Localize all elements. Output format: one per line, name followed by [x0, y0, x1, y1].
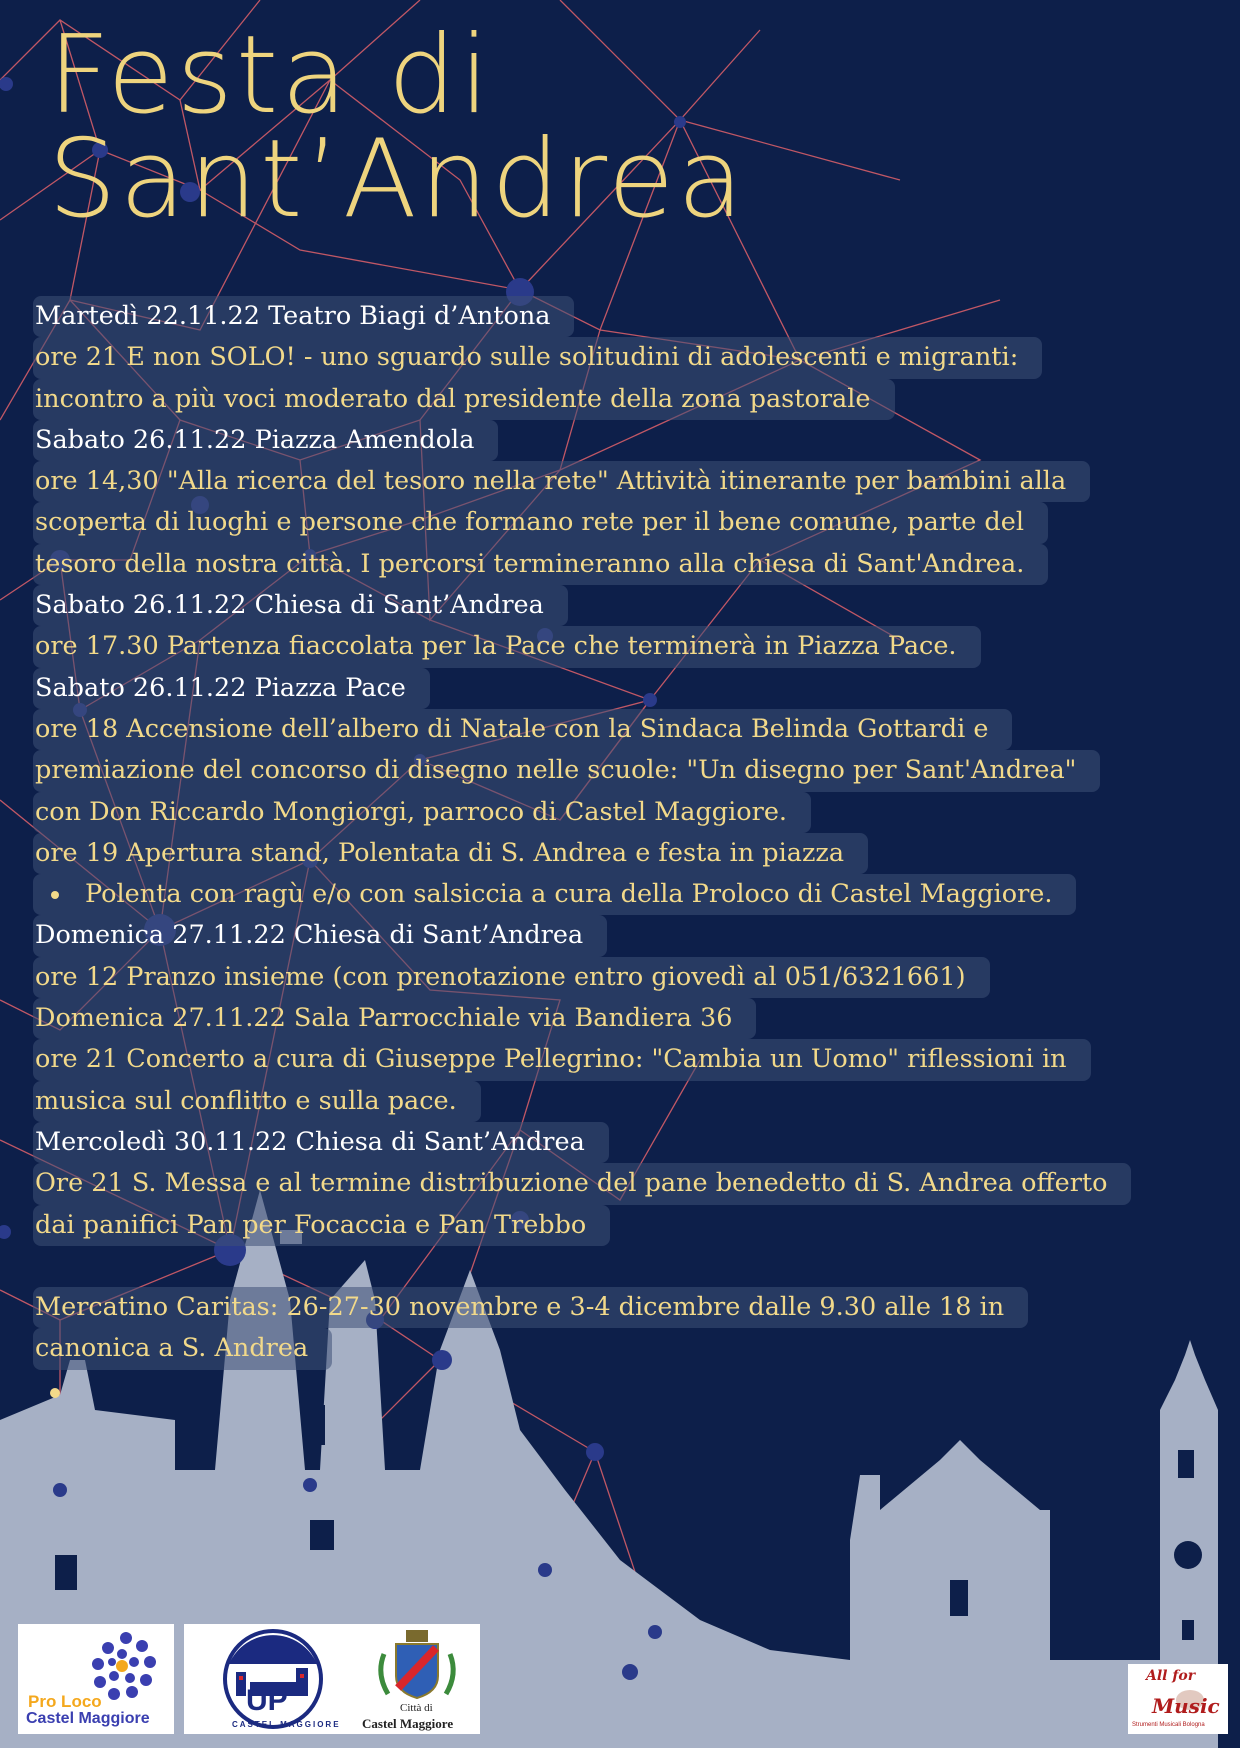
title-line-1: Festa di	[48, 13, 493, 138]
event-detail-line: canonica a S. Andrea	[33, 1328, 332, 1369]
event-detail-line: musica sul conflitto e sulla pace.	[33, 1081, 481, 1122]
event-date-heading: Domenica 27.11.22 Chiesa di Sant’Andrea	[33, 915, 607, 956]
event-detail-line: premiazione del concorso di disegno nelle scuole: "Un disegno per Sant'Andrea"	[33, 750, 1100, 791]
event-detail-line: ore 21 E non SOLO! - uno sguardo sulle solitudini di adolescenti e migranti:	[33, 337, 1042, 378]
title-line-2: Sant’Andrea	[48, 117, 747, 242]
event-detail-line: con Don Riccardo Mongiorgi, parroco di Castel Maggiore.	[33, 792, 811, 833]
event-detail-line: ore 21 Concerto a cura di Giuseppe Pellegrino: "Cambia un Uomo" riflessioni in	[33, 1039, 1091, 1080]
event-detail-line: Mercatino Caritas: 26-27-30 novembre e 3-4 dicembre dalle 9.30 alle 18 in	[33, 1287, 1028, 1328]
up-logo	[184, 1624, 362, 1734]
up-ring-text: CASTEL MAGGIORE	[232, 1720, 341, 1729]
event-detail-line: ore 14,30 "Alla ricerca del tesoro nella rete" Attività itinerante per bambini alla	[33, 461, 1090, 502]
event-date-heading: Sabato 26.11.22 Chiesa di Sant’Andrea	[33, 585, 568, 626]
event-detail-line: ore 17.30 Partenza fiaccolata per la Pace che terminerà in Piazza Pace.	[33, 626, 981, 667]
all-for-music-logo	[1128, 1664, 1228, 1734]
event-detail-line: dai panifici Pan per Focaccia e Pan Trebbo	[33, 1205, 610, 1246]
citta-line-2: Castel Maggiore	[362, 1716, 454, 1731]
music-line-3: Strumenti Musicali Bologna	[1132, 1722, 1205, 1728]
event-date-heading: Mercoledì 30.11.22 Chiesa di Sant’Andrea	[33, 1122, 609, 1163]
proloco-line-2: Castel Maggiore	[26, 1710, 150, 1727]
spacer	[35, 1246, 1235, 1287]
event-detail-line: tesoro della nostra città. I percorsi termineranno alla chiesa di Sant'Andrea.	[33, 544, 1048, 585]
event-detail-line: ore 19 Apertura stand, Polentata di S. Andrea e festa in piazza	[33, 833, 868, 874]
event-detail-line: Ore 21 S. Messa e al termine distribuzione del pane benedetto di S. Andrea offerto	[33, 1163, 1131, 1204]
event-detail-line: ore 18 Accensione dell’albero di Natale con la Sindaca Belinda Gottardi e	[33, 709, 1012, 750]
up-mark: UP	[246, 1684, 288, 1717]
citta-line-1: Città di	[400, 1702, 433, 1714]
bullet-item: Polenta con ragù e/o con salsiccia a cura della Proloco di Castel Maggiore.	[33, 874, 1076, 915]
event-detail-line: Domenica 27.11.22 Sala Parrocchiale via Bandiera 36	[33, 998, 756, 1039]
event-date-heading: Sabato 26.11.22 Piazza Amendola	[33, 420, 498, 461]
event-date-heading: Sabato 26.11.22 Piazza Pace	[33, 668, 430, 709]
music-line-2: Music	[1152, 1694, 1220, 1718]
event-date-heading: Martedì 22.11.22 Teatro Biagi d’Antona	[33, 296, 574, 337]
event-detail-line: scoperta di luoghi e persone che formano rete per il bene comune, parte del	[33, 502, 1048, 543]
event-detail-line: ore 12 Pranzo insieme (con prenotazione entro giovedì al 051/6321661)	[33, 957, 990, 998]
event-program	[35, 296, 1235, 1370]
proloco-line-1: Pro Loco	[28, 1692, 102, 1711]
proloco-logo	[18, 1624, 174, 1734]
citta-logo	[354, 1624, 480, 1734]
poster-title	[48, 13, 747, 242]
music-line-1: All for	[1146, 1668, 1196, 1684]
event-detail-line: incontro a più voci moderato dal presidente della zona pastorale	[33, 379, 895, 420]
